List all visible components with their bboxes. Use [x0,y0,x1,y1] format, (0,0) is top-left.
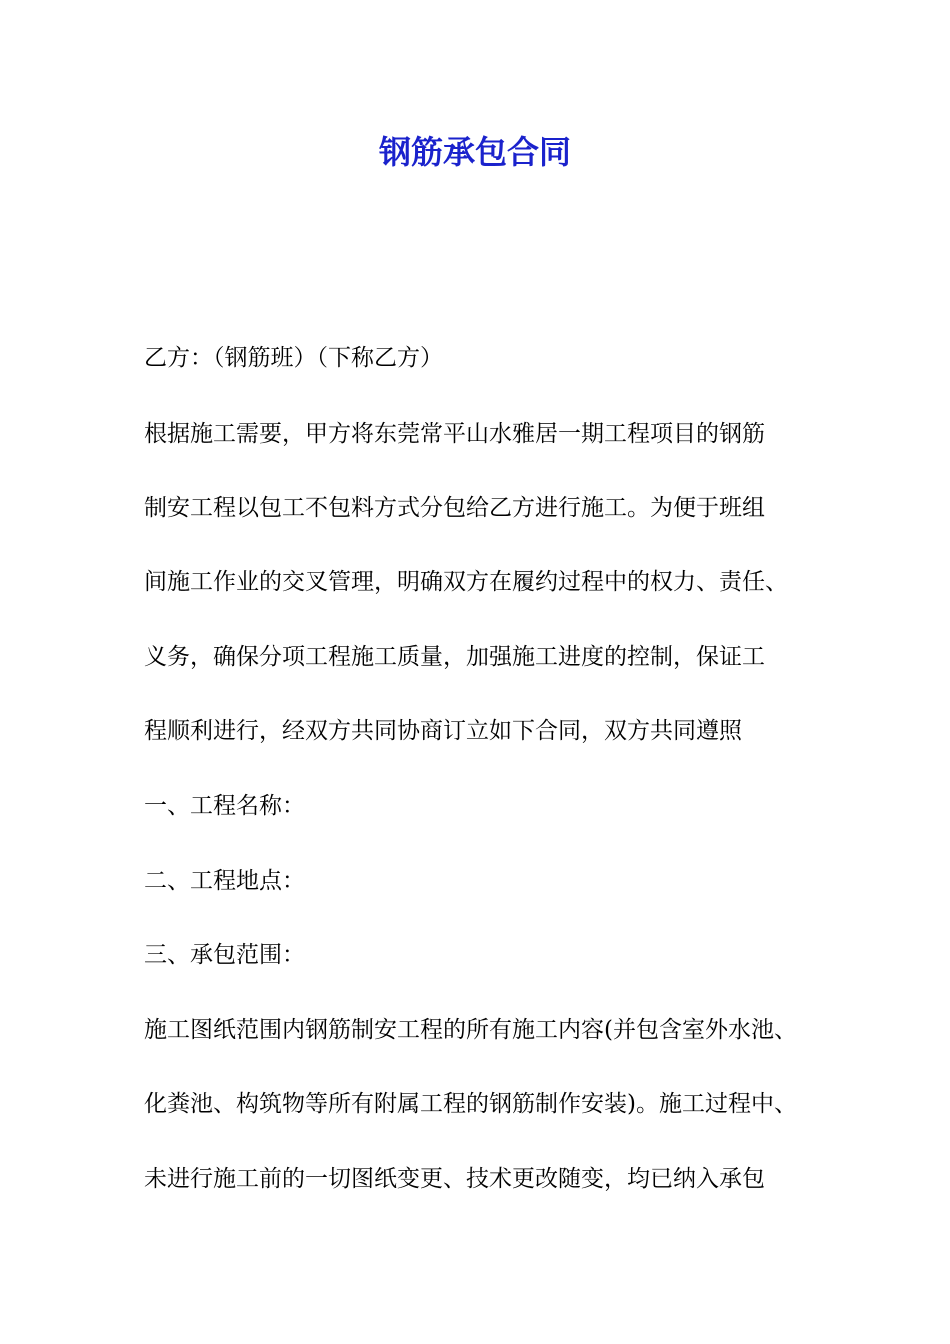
body-text-line: 间施工作业的交叉管理，明确双方在履约过程中的权力、责任、 [144,569,788,595]
body-text-line: 义务，确保分项工程施工质量，加强施工进度的控制，保证工 [144,644,765,670]
section-heading-contract-scope: 三、承包范围： [144,942,305,968]
body-text-line: 根据施工需要，甲方将东莞常平山水雅居一期工程项目的钢筋 [144,421,765,447]
body-text-line: 施工图纸范围内钢筋制安工程的所有施工内容(并包含室外水池、 [144,1017,797,1043]
body-text-line: 化粪池、构筑物等所有附属工程的钢筋制作安装)。施工过程中、 [144,1091,797,1117]
body-text-line: 未进行施工前的一切图纸变更、技术更改随变，均已纳入承包 [144,1166,765,1192]
body-text-line: 制安工程以包工不包料方式分包给乙方进行施工。为便于班组 [144,495,765,521]
section-heading-project-location: 二、工程地点： [144,868,305,894]
body-text-line: 程顺利进行，经双方共同协商订立如下合同，双方共同遵照 [144,718,742,744]
party-b-line: 乙方：（钢筋班）（下称乙方） [144,345,443,371]
document-title: 钢筋承包合同 [378,133,571,171]
section-heading-project-name: 一、工程名称： [144,793,305,819]
